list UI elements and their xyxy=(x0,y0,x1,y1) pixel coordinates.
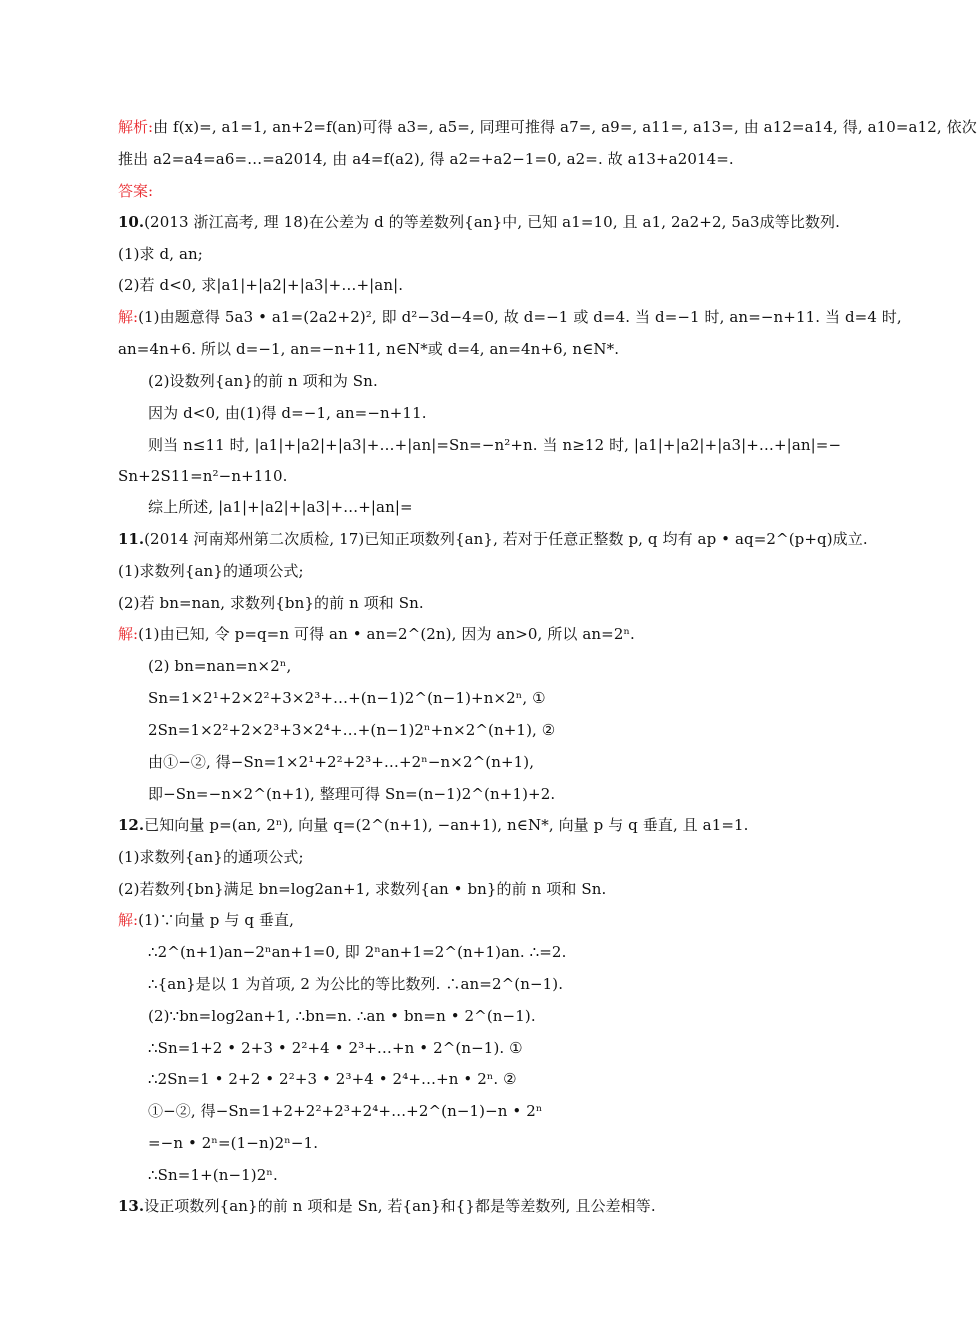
text-line xyxy=(148,1006,838,1028)
line-text: 设正项数列{an}的前 n 项和是 Sn, 若{an}和{}都是等差数列, 且公差相等. xyxy=(144,1197,656,1215)
line-text: (2)若数列{bn}满足 bn=log2an+1, 求数列{an • bn}的前 n 项和 Sn. xyxy=(118,880,607,898)
text-line xyxy=(118,561,838,583)
solution-label: 解: xyxy=(118,308,139,326)
line-text: Sn=1×2¹+2×2²+3×2³+…+(n−1)2^(n−1)+n×2ⁿ, ① xyxy=(148,689,546,707)
line-text: 综上所述, |a1|+|a2|+|a3|+…+|an|= xyxy=(148,498,413,516)
answer-label: 答案: xyxy=(118,182,154,200)
text-line xyxy=(148,403,838,425)
text-line xyxy=(118,593,838,615)
line-text: 2Sn=1×2²+2×2³+3×2⁴+…+(n−1)2ⁿ+n×2^(n+1), ② xyxy=(148,721,556,739)
line-text: (2) bn=nan=n×2ⁿ, xyxy=(148,657,292,675)
text-line xyxy=(148,720,838,742)
text-line xyxy=(118,466,838,488)
problem-number: 12. xyxy=(118,816,145,834)
problem-11-line xyxy=(118,529,868,551)
text-line xyxy=(118,149,838,171)
text-line xyxy=(118,879,838,901)
line-text: 由 f(x)=, a1=1, an+2=f(an)可得 a3=, a5=, 同理可推得 a7=, a9=, a11=, a13=, 由 a12=a14, 得, a10=a12, 依次 xyxy=(153,118,977,136)
line-text: (1)由题意得 5a3 • a1=(2a2+2)², 即 d²−3d−4=0, 故 d=−1 或 d=4. 当 d=−1 时, an=−n+11. 当 d=4 时, xyxy=(138,308,902,326)
line-text: 已知向量 p=(an, 2ⁿ), 向量 q=(2^(n+1), −an+1), n∈N*, 向量 p 与 q 垂直, 且 a1=1. xyxy=(144,816,749,834)
line-text: (2)设数列{an}的前 n 项和为 Sn. xyxy=(148,372,378,390)
text-line xyxy=(148,1133,838,1155)
text-line xyxy=(118,181,838,203)
text-line xyxy=(118,339,838,361)
text-line xyxy=(148,784,838,806)
line-text: ∴{an}是以 1 为首项, 2 为公比的等比数列. ∴an=2^(n−1). xyxy=(148,975,564,993)
text-line xyxy=(148,435,842,457)
line-text: 由①−②, 得−Sn=1×2¹+2²+2³+…+2ⁿ−n×2^(n+1), xyxy=(148,753,535,771)
line-text: (2)∵bn=log2an+1, ∴bn=n. ∴an • bn=n • 2^(n−1). xyxy=(148,1007,536,1025)
line-text: ∴2Sn=1 • 2+2 • 2²+3 • 2³+4 • 2⁴+…+n • 2ⁿ. ② xyxy=(148,1070,517,1088)
text-line xyxy=(118,244,838,266)
line-text: an=4n+6. 所以 d=−1, an=−n+11, n∈N*或 d=4, an=4n+6, n∈N*. xyxy=(118,340,620,358)
problem-10-line xyxy=(118,212,841,234)
line-text: (1)求数列{an}的通项公式; xyxy=(118,562,304,580)
text-line xyxy=(148,1069,838,1091)
problem-number: 10. xyxy=(118,213,145,231)
problem-number: 13. xyxy=(118,1197,145,1215)
line-text: 即−Sn=−n×2^(n+1), 整理可得 Sn=(n−1)2^(n+1)+2. xyxy=(148,785,556,803)
line-text: (2013 浙江高考, 理 18)在公差为 d 的等差数列{an}中, 已知 a1=10, 且 a1, 2a2+2, 5a3成等比数列. xyxy=(144,213,841,231)
text-line xyxy=(148,656,838,678)
solution-label: 解: xyxy=(118,911,139,929)
line-text: (1)求数列{an}的通项公式; xyxy=(118,848,304,866)
line-text: ∴Sn=1+2 • 2+3 • 2²+4 • 2³+…+n • 2^(n−1). ① xyxy=(148,1039,523,1057)
line-text: (2014 河南郑州第二次质检, 17)已知正项数列{an}, 若对于任意正整数 p, q 均有 ap • aq=2^(p+q)成立. xyxy=(144,530,868,548)
text-line xyxy=(118,847,838,869)
text-line xyxy=(148,497,838,519)
text-line xyxy=(148,1165,838,1187)
line-text: (2)若 d<0, 求|a1|+|a2|+|a3|+…+|an|. xyxy=(118,276,404,294)
text-line xyxy=(148,688,838,710)
line-text: (2)若 bn=nan, 求数列{bn}的前 n 项和 Sn. xyxy=(118,594,424,612)
solution-label: 解析: xyxy=(118,118,154,136)
line-text: ①−②, 得−Sn=1+2+2²+2³+2⁴+…+2^(n−1)−n • 2ⁿ xyxy=(148,1102,543,1120)
line-text: 推出 a2=a4=a6=…=a2014, 由 a4=f(a2), 得 a2=+a2−1=0, a2=. 故 a13+a2014=. xyxy=(118,150,734,168)
text-line xyxy=(148,942,838,964)
text-line xyxy=(118,624,838,646)
line-text: (1)求 d, an; xyxy=(118,245,203,263)
text-line xyxy=(118,117,977,139)
text-line xyxy=(148,371,838,393)
line-text: 则当 n≤11 时, |a1|+|a2|+|a3|+…+|an|=Sn=−n²+n. 当 n≥12 时, |a1|+|a2|+|a3|+…+|an|=− xyxy=(148,436,842,454)
line-text: Sn+2S11=n²−n+110. xyxy=(118,467,288,485)
line-text: (1)∵向量 p 与 q 垂直, xyxy=(138,911,294,929)
text-line xyxy=(118,307,902,329)
text-line xyxy=(118,275,838,297)
text-line xyxy=(148,752,838,774)
line-text: ∴Sn=1+(n−1)2ⁿ. xyxy=(148,1166,278,1184)
problem-12-line xyxy=(118,815,838,837)
line-text: 因为 d<0, 由(1)得 d=−1, an=−n+11. xyxy=(148,404,427,422)
text-line xyxy=(148,974,838,996)
line-text: =−n • 2ⁿ=(1−n)2ⁿ−1. xyxy=(148,1134,319,1152)
problem-number: 11. xyxy=(118,530,145,548)
text-line xyxy=(148,1101,838,1123)
text-line xyxy=(148,1038,838,1060)
line-text: ∴2^(n+1)an−2ⁿan+1=0, 即 2ⁿan+1=2^(n+1)an. ∴=2. xyxy=(148,943,567,961)
text-line xyxy=(118,910,838,932)
line-text: (1)由已知, 令 p=q=n 可得 an • an=2^(2n), 因为 an>0, 所以 an=2ⁿ. xyxy=(138,625,635,643)
problem-13-line xyxy=(118,1196,838,1218)
solution-label: 解: xyxy=(118,625,139,643)
